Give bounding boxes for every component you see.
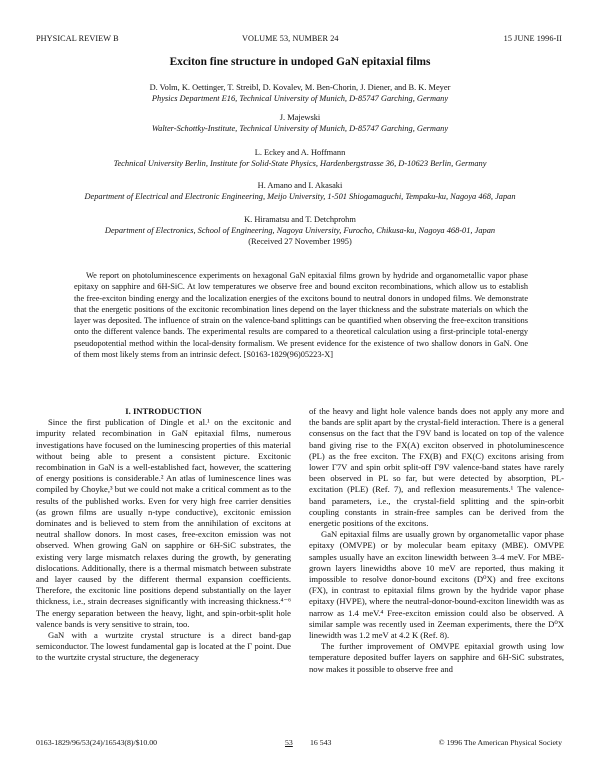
paper-title: Exciton fine structure in undoped GaN epitaxial films xyxy=(169,56,431,68)
page-number: 16 543 xyxy=(310,738,332,747)
author-group-1 xyxy=(0,82,600,104)
paragraph: Since the first publication of Dingle et al.¹ on the excitonic and impurity related recombination in GaN epitaxial films, numerous investigations have focused on the luminescing properties of this material without being able to present a consistent picture. Excitonic recombination in GaN is a well-established fact, however, the scattering of energy positions is considerable.² An atlas of luminescence lines was compiled by Choyke,³ but we could not make a critical comment as to the results of the published works. Even for very high free carrier densities (as grown films are usually n-type conductive), excitonic emission dominates and is believed to stem from the annihilation of excitons at neutral shallow donors. In most cases, free-exciton emission was not observed. When growing GaN on sapphire or 6H-SiC substrates, the existing very large mismatch relaxes during the growth, by generating dislocations. Additionally, there is a thermal mismatch between substrate and layer caused by the different thermal expansion coefficients. Therefore, the excitonic line positions depend substantially on the layer thickness, i.e., strain decreases significantly with increasing thickness.⁴⁻⁶ The energy separation between the heavy, light, and spin-orbit-split hole valence bands is very sensitive to strain, too. xyxy=(36,417,291,629)
issue-date: 15 JUNE 1996-II xyxy=(503,34,562,43)
paragraph: of the heavy and light hole valence bands does not apply any more and the bands are split apart by the crystal-field interaction. There is a general consensus on the fact that the Γ9V band is located on top of the valence band giving rise to the FX(A) exciton observed in photoluminescence (PL) as the free exciton. The FX(B) and FX(C) excitons arising from lower Γ7V and spin orbit split-off Γ9V valence-band states have rarely been observed in PL so far, but were detected by absorption, PL-excitation (PLE) (Ref. 7), and reflexion measurements.¹ The valence-band parameters, i.e., the crystal-field splitting and the spin-orbit coupling constants in strain-free samples can be derived from the energetic positions of the excitons. xyxy=(309,406,564,529)
section-heading: I. INTRODUCTION xyxy=(125,406,202,416)
authors: L. Eckey and A. Hoffmann xyxy=(254,148,346,157)
copyright: © 1996 The American Physical Society xyxy=(438,738,562,747)
footer-volume: 53 xyxy=(285,738,293,747)
affiliation: Technical University Berlin, Institute for Solid-State Physics, Hardenbergstrasse 36, D-10623 Berlin, Germany xyxy=(113,159,487,168)
authors: K. Hiramatsu and T. Detchprohm xyxy=(244,215,356,224)
affiliation: Department of Electrical and Electronic Engineering, Meijo University, 1-501 Shiogamaguchi, Tempaku-ku, Nagoya 468, Japan xyxy=(84,192,516,201)
journal-name: PHYSICAL REVIEW B xyxy=(36,34,119,43)
volume-number: VOLUME 53, NUMBER 24 xyxy=(242,34,339,43)
paragraph: GaN with a wurtzite crystal structure is a direct band-gap semiconductor. The lowest fundamental gap is located at the Γ point. Due to the wurtzite crystal structure, the degeneracy xyxy=(36,630,291,663)
affiliation: Department of Electronics, School of Engineering, Nagoya University, Furocho, Chikusa-ku, Nagoya 468-01, Japan xyxy=(104,226,496,235)
abstract: We report on photoluminescence experiments on hexagonal GaN epitaxial films grown by hydride and organometallic vapor phase epitaxy on sapphire and 6H-SiC. At low temperatures we observe free and bound exciton recombinations, which allow us to establish the free-exciton binding energy and the localization energies of the excitons bound to neutral donors in undoped films. We demonstrate that the energetic positions of the excitonic recombination lines depend on the layer thickness and the substrate materials on which the layer was deposited. The influence of strain on the valence-band splittings can be quantified when observing the free-exciton transitions onto the different valence bands. The experimental results are compared to a theoretical calculation using a first-principle total-energy pseudopotential method within the local-density formalism. We present evidence for the existence of two shallow donors in GaN. One of them most likely stems from an intrinsic defect. [S0163-1829(96)05223-X] xyxy=(74,271,528,360)
affiliation: Walter-Schottky-Institute, Technical University of Munich, D-85747 Garching, Germany xyxy=(151,124,449,133)
author-group-2 xyxy=(0,112,600,134)
author-group-3 xyxy=(0,147,600,169)
paragraph: The further improvement of OMVPE epitaxial growth using low temperature deposited buffer layers on sapphire and 6H-SiC substrates, now makes it possible to observe free and xyxy=(309,641,564,674)
author-group-4 xyxy=(0,180,600,202)
left-column xyxy=(36,406,291,664)
paragraph: GaN epitaxial films are usually grown by organometallic vapor phase epitaxy (OMVPE) or by molecular beam epitaxy (MBE). OMVPE samples usually have an exciton linewidth between 3–4 meV. For MBE-grown layers linewidths above 10 meV are reported, thus making it impossible to resolve donor-bound excitons (D⁰X) and free excitons (FX), in contrast to epitaxial films grown by the hydride vapor phase epitaxy (HVPE), where the neutral-donor-bound-exciton linewidth was as narrow as 1.4 meV.⁴ Free-exciton emission could also be observed. A similar sample was recently used in Zeeman experiments, there the D⁰X linewidth was 1.2 meV at 4.2 K (Ref. 8). xyxy=(309,529,564,641)
right-column xyxy=(309,406,564,675)
footer-code: 0163-1829/96/53(24)/16543(8)/$10.00 xyxy=(36,738,158,747)
authors: J. Majewski xyxy=(279,113,321,122)
author-group-5 xyxy=(0,214,600,247)
authors: H. Amano and I. Akasaki xyxy=(257,181,343,190)
affiliation: Physics Department E16, Technical University of Munich, D-85747 Garching, Germany xyxy=(151,94,449,103)
received-date: (Received 27 November 1995) xyxy=(248,237,352,246)
authors: D. Volm, K. Oettinger, T. Streibl, D. Kovalev, M. Ben-Chorin, J. Diener, and B. K. Meyer xyxy=(149,83,451,92)
